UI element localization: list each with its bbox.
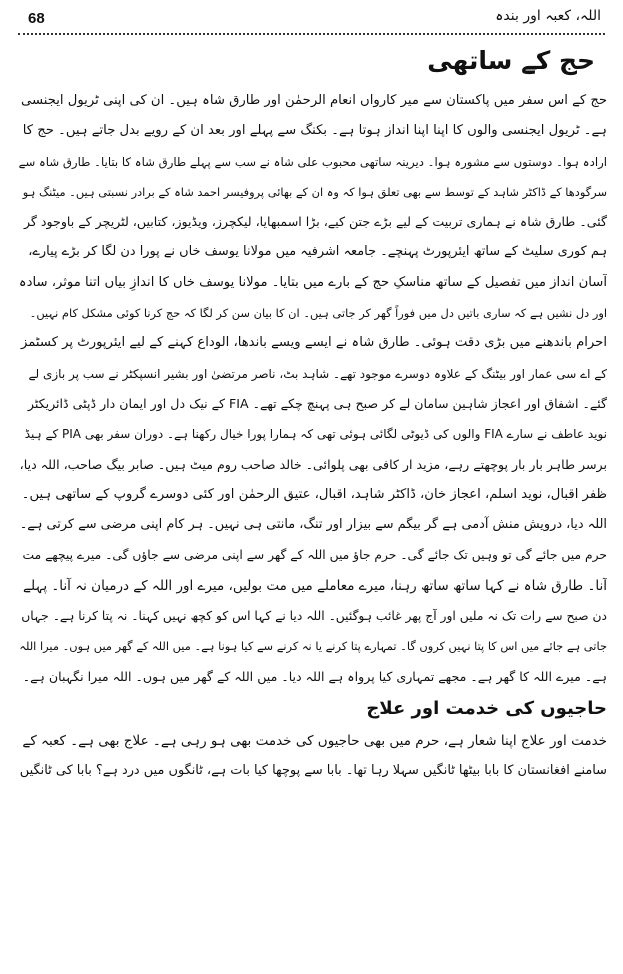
running-title: اللہ، کعبہ اور بندہ: [495, 8, 601, 24]
text-line: اللہ دیا، درویش منش آدمی ہے گر بیگم سے بیزار اور تنگ، مانتی ہی نہیں۔ ہر کام اپنی مرضی سے کرتی ہے۔: [19, 517, 607, 533]
text-line: جاتی ہے جائے میں اس کا پتا نہیں کروں گا۔ تمہارے پتا کرنے یا نہ کرنے سے کیا ہونا ہے۔ میں اللہ کے گھر میں ہوں۔ میرا اللہ: [19, 639, 607, 654]
text-line: برسر طاہر بار بار پوچھتے رہے، مزید ار کافی بھی پلوائی۔ خالد صاحب روم میٹ ہیں۔ صابر بیگ صاحب، اللہ دیا،: [19, 456, 607, 472]
text-line: ارادہ ہوا۔ دوستوں سے مشورہ ہوا۔ دیرینہ ساتھی محبوب علی شاہ نے سب سے پہلے طارق شاہ کا بتایا۔ طارق شاہ سے: [18, 154, 607, 169]
page-header: [18, 6, 605, 32]
section-heading: حاجیوں کی خدمت اور علاج: [366, 697, 607, 719]
text-line: نوید عاطف نے سارے FIA والوں کی ڈیوٹی لگائی ہوئی تھی کہ ہمارا پورا خیال رکھنا ہے۔ دوران سفر بھی PIA کے ہیڈ: [24, 427, 607, 442]
text-line: اور دل نشیں ہے کہ ساری باتیں دل میں فوراً گھر کر جاتی ہیں۔ ان کا بیان سن کر لگا کہ حج کرنا کوئی مشکل کام نہیں۔: [29, 306, 607, 321]
text-line: ہم کوری سلیٹ کے ساتھ ایئرپورٹ پہنچے۔ جامعہ اشرفیہ میں مولانا یوسف خاں نے پورا دن لگا کر بڑے پیارے،: [28, 244, 607, 260]
chapter-title: حج کے ساتھی: [427, 46, 595, 75]
text-line: دن صبح سے رات تک نہ ملیں اور آج پھر غائب ہوگئیں۔ اللہ دیا نے کہا اس کو کچھ نہیں کہنا۔ نہ پتا کرنا ہے۔ جہاں: [21, 609, 607, 624]
text-line: خدمت اور علاج اپنا شعار ہے، حرم میں بھی حاجیوں کی خدمت بھی ہو رہی ہے۔ علاج بھی ہے۔ کعبہ کے: [22, 732, 607, 749]
text-line: کے اے سی عمار اور بیٹنگ کے علاوہ دوسرے موجود تھے۔ شاہد بٹ، ناصر مرتضیٰ اور بشیر انسپکٹر نے سب پر بازی لے: [28, 366, 607, 381]
text-line: حرم میں جائے گی تو وہیں تک جائے گی۔ حرم جاؤ میں اللہ کے گھر سے اپنی مرضی سے جاؤں گی۔ میرے پیچھے مت: [22, 548, 607, 563]
text-line: سامنے افغانستان کا بابا بیٹھا ٹانگیں سہلا رہا تھا۔ بابا سے پوچھا کیا بات ہے، ٹانگوں میں درد ہے؟ بابا کی ٹانگیں: [19, 763, 607, 779]
text-line: ہے۔ میرے اللہ کا گھر ہے۔ مجھے تمہاری کیا پرواہ ہے اللہ دیا۔ میں اللہ کے گھر میں ہوں۔ اللہ میرا نگہبان ہے۔: [22, 668, 607, 684]
text-line: آسان انداز میں تفصیل کے ساتھ مناسکِ حج کے بارے میں بتایا۔ مولانا یوسف خاں کا اندازِ بیاں اتنا موثر، سادہ: [18, 274, 607, 290]
text-line: گئے۔ اشفاق اور اعجاز شاہین سامان لے کر صبح ہی پہنچ چکے تھے۔ FIA کے نیک دل اور ایمان دار ڈپٹی ڈائریکٹر: [27, 395, 607, 411]
text-line: آنا۔ طارق شاہ نے کہا ساتھ ساتھ رہنا، میرے معاملے میں مت بولیں، میرے اور اللہ کے درمیان نہ آنا۔ پہلے: [23, 577, 607, 594]
text-line: ہے۔ ٹریول ایجنسی والوں کا اپنا اپنا انداز ہوتا ہے۔ بکنگ سے پہلے اور بعد ان کے رویے بدل جاتے ہیں۔ حج کا: [22, 123, 607, 139]
body-text: [18, 86, 607, 787]
text-line: گئی۔ طارق شاہ نے ہماری تربیت کے لیے بڑے جتن کیے، بڑا اسمبھایا، لیکچرز، ویڈیوز، کتابیں، لٹریچر کے باوجود گر: [23, 214, 607, 230]
header-divider: [18, 33, 605, 35]
text-line: حج کے اس سفر میں پاکستان سے میر کارواں انعام الرحمٰن اور طارق شاہ ہیں۔ ان کی اپنی ٹریول ایجنسی: [20, 93, 607, 108]
text-line: احرام باندھنے میں بڑی دقت ہوئی۔ طارق شاہ نے ایسے ویسے باندھا، الوداع کہنے کے لیے ایئرپورٹ پر کسٹمز: [21, 335, 607, 351]
page-number: 68: [28, 10, 45, 27]
text-line: ظفر اقبال، نوید اسلم، اعجاز خان، ڈاکٹر شاہد، اقبال، عتیق الرحمٰن اور کئی دوسرے گروپ کے ساتھی ہیں۔: [21, 486, 607, 502]
text-line: سرگودھا کے ڈاکٹر شاہد کے توسط سے بھی تعلق ہوا کہ وہ ان کے بھائی پروفیسر احمد شاہ کے برادر نسبتی ہیں۔ میٹنگ ہو: [22, 184, 607, 199]
